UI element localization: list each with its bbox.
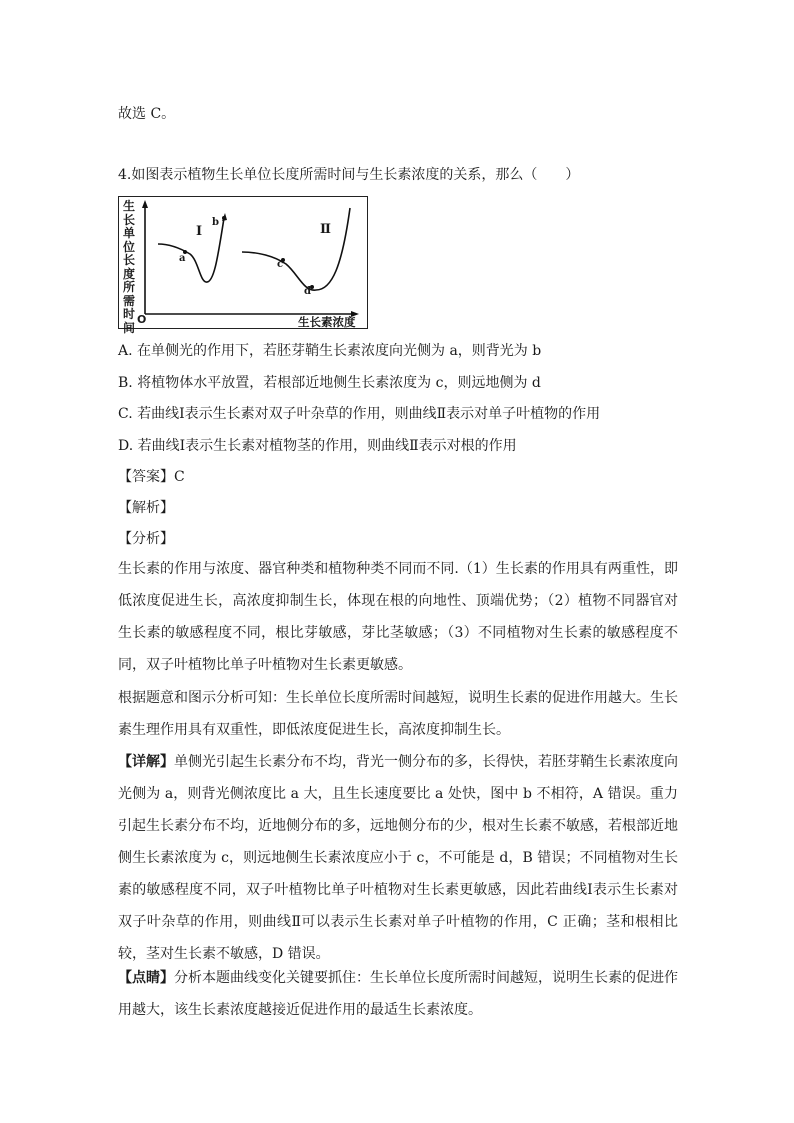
curve-1-label: Ⅰ (196, 224, 203, 239)
detail-heading: 【详解】 (118, 754, 174, 770)
fenxi-paragraph: 生长素的作用与浓度、器官种类和植物种类不同而不同.（1）生长素的作用具有两重性，即低浓度促进生长，高浓度抑制生长，体现在根的向地性、顶端优势；（2）植物不同器官对生长素的敏感程度不同，根比芽敏感，芽比茎敏感；（3）不同植物对生长素的敏感程度不同，双子叶植物比单子叶植物对生长素更敏感。 (118, 561, 678, 673)
curve-2 (242, 208, 350, 290)
x-axis-label: 生长素浓度 (298, 315, 356, 329)
detail-paragraph (118, 746, 678, 970)
origin-label: O (137, 313, 147, 326)
option-b: B. 将植物体水平放置，若根部近地侧生长素浓度为 c，则远地侧为 d (118, 375, 541, 391)
option-c: C. 若曲线Ⅰ表示生长素对双子叶杂草的作用，则曲线Ⅱ表示对单子叶植物的作用 (118, 406, 601, 422)
point-b (222, 216, 226, 220)
comment-text: 分析本题曲线变化关键要抓住：生长单位长度所需时间越短，说明生长素的促进作用越大，该生长素浓度越接近促进作用的最适生长素浓度。 (118, 970, 678, 1018)
detail-text: 单侧光引起生长素分布不均，背光一侧分布的多，长得快，若胚芽鞘生长素浓度向光侧为 a，则背光侧浓度比 a 大，且生长速度要比 a 处快，图中 b 不相符，A 错误。重力引起生长素分布不均，近地侧分布的多，远地侧分布的少，根对生长素不敏感，若根部近地侧生长素浓度为 c，则远地侧生长素浓度应小于 c，不可能是 d，B 错误；不同植物对生长素的敏感程度不同，双子叶植物比单子叶植物对生长素更敏感，因此若曲线Ⅰ表示生长素对双子叶杂草的作用，则曲线Ⅱ可以表示生长素对单子叶植物的作用，C 正确；茎和根相比较，茎对生长素不敏感，D 错误。 (118, 754, 678, 962)
previous-answer-line: 故选 C。 (118, 106, 176, 122)
point-d-label: d (304, 286, 311, 297)
fenxi-heading: 【分析】 (118, 531, 174, 547)
curve-2-label: Ⅱ (320, 222, 331, 237)
analysis-heading: 【解析】 (118, 500, 174, 516)
y-axis-label: 生长单位长度所需时间 (122, 199, 135, 335)
figure-plot (118, 196, 368, 330)
point-b-label: b (212, 217, 219, 228)
answer-line: 【答案】C (118, 469, 185, 485)
point-c-label: c (277, 259, 284, 270)
point-a-label: a (179, 253, 186, 264)
option-a: A. 在单侧光的作用下，若胚芽鞘生长素浓度向光侧为 a，则背光为 b (118, 343, 542, 359)
comment-paragraph (118, 962, 678, 1026)
option-d: D. 若曲线Ⅰ表示生长素对植物茎的作用，则曲线Ⅱ表示对根的作用 (118, 438, 517, 454)
comment-heading: 【点睛】 (118, 970, 174, 986)
reasoning-paragraph: 根据题意和图示分析可知：生长单位长度所需时间越短，说明生长素的促进作用越大。生长素生理作用具有双重性，即低浓度促进生长，高浓度抑制生长。 (118, 690, 678, 738)
growth-curve-figure (118, 196, 368, 335)
question-stem: 4.如图表示植物生长单位长度所需时间与生长素浓度的关系，那么（ ） (118, 167, 580, 183)
y-axis-arrow (142, 200, 148, 208)
